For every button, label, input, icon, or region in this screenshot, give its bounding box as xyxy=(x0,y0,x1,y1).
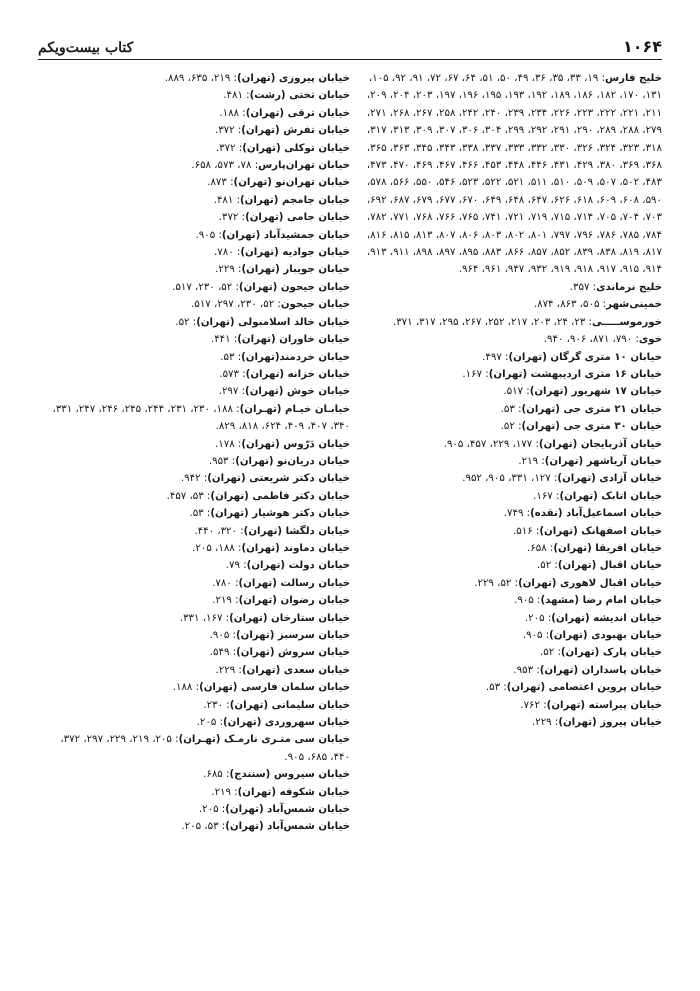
index-page-refs: ۷۸۰. xyxy=(212,577,232,589)
index-entry: خیابان جامی (تهران): ۳۷۲. xyxy=(218,212,350,224)
index-page-refs: ۲۹۷. xyxy=(218,386,239,398)
index-term: خیابان خاوران (تهران) xyxy=(237,334,350,346)
index-page-refs: ۷۸۰. xyxy=(214,247,234,259)
index-page-refs: ۸۷۳. xyxy=(207,177,227,189)
index-entry: خیابان اقبال (تهران): ۵۲. xyxy=(536,560,662,572)
index-term: خیابان امام رضا (مشهد) xyxy=(540,595,662,607)
index-term: خیابان سلمان فارسی (تهران) xyxy=(199,682,350,694)
index-page-refs: ۶۸۵. xyxy=(203,769,223,781)
index-term: خیابان توکلی (تهران) xyxy=(242,142,350,154)
index-page-refs: ۲۱۹. xyxy=(518,455,539,467)
index-page-refs: ۴۴۱. xyxy=(210,334,231,346)
index-term: خیابان رضوان (تهران) xyxy=(238,595,350,607)
index-term: خیابان اندیشه (تهران) xyxy=(551,612,662,624)
index-term: خیابان دولت (تهران) xyxy=(246,560,350,572)
index-entry: خیابان جامجم (تهران): ۴۸۱. xyxy=(213,194,350,206)
index-page-refs: ۱۶۷. xyxy=(462,368,483,380)
index-page-refs: ۲۰۵، ۲۱۹، ۲۲۹، ۲۹۷، ۳۷۲، ۴۴۰، ۶۸۵، ۹۰۵. xyxy=(60,734,350,763)
index-term: خیابان جمشیدآباد (تهران) xyxy=(221,229,350,241)
index-page-refs: ۹۵۳. xyxy=(208,455,229,467)
index-entry: خورموســـــی: ۲۳، ۲۴، ۲۰۳، ۲۱۷، ۲۵۲، ۲۶۷، ۲۹۵، ۳۱۷، ۳۷۱. xyxy=(392,316,662,328)
page-number: ۱۰۶۴ xyxy=(622,37,662,56)
index-term: خیابان سرسبز (تهران) xyxy=(235,630,350,641)
index-term: خیابـان خیـام (تهـران) xyxy=(239,403,350,415)
index-page-refs: ۲۲۹. xyxy=(215,664,236,676)
index-entry: خیابان پاسداران (تهران): ۹۵۳. xyxy=(513,664,662,676)
index-page-refs: ۲۲۹. xyxy=(531,717,552,729)
index-page-refs: ۵۲. xyxy=(500,421,515,433)
index-page-refs: ۱۷۷، ۲۲۹، ۴۵۷، ۹۰۵. xyxy=(443,438,533,450)
index-entry: خیابان تهران‌نو (تهران): ۸۷۳. xyxy=(207,177,350,189)
index-entry: خیابان سروش (تهران): ۵۴۹. xyxy=(209,647,350,659)
index-page-refs: ۳۷۲. xyxy=(218,212,239,224)
index-entry: خیابان آریاشهر (تهران): ۲۱۹. xyxy=(518,455,662,467)
index-term: خیابان رسالت (تهران) xyxy=(238,577,350,589)
index-entry: خیابان ۲۱ متری جی (تهران): ۵۳. xyxy=(500,403,662,415)
index-page-refs: ۲۳۰. xyxy=(203,699,224,711)
index-term: خیابان خوش (تهران) xyxy=(245,386,350,398)
index-page-refs: ۲۱۹، ۶۳۵، ۸۸۹. xyxy=(164,73,231,84)
index-entry: خیابان تختی (رشت): ۴۸۱. xyxy=(223,90,350,102)
index-page-refs: ۹۰۵. xyxy=(514,595,534,607)
index-term: خیابان پروین اعتصامی (تهران) xyxy=(506,682,662,694)
index-entry: خیابان ۱۷ شهریور (تهران): ۵۱۷. xyxy=(503,386,662,398)
index-page-refs: ۱۹، ۳۳، ۳۵، ۳۶، ۴۹، ۵۰، ۵۱، ۶۴، ۶۷، ۷۲، ۹۱، ۹۲، ۱۰۵، ۱۳۱، ۱۷۰، ۱۸۲، ۱۸۶، ۱۸۹، ۱۹۲، ۱۹۳، ۱۹۵، ۱۹۶، ۱۹۷، ۲۰۳، ۲۰۴، ۲۰۹، ۲۱۱، ۲۲۱، ۲۲۲، ۲۲۳، ۲۲۶، ۲۳۴، ۲۳۹، ۲۴۰، ۲۴۲، ۲۵۸، ۲۶۷، ۲۶۸، ۲۷۱، ۲۷۹، ۲۸۸، ۲۸۹، ۲۹۰، ۲۹۱، ۲۹۲، ۲۹۹، ۳۰۴، ۳۰۶، ۳۰۷، ۳۰۹، ۳۱۳، ۳۱۷، ۳۱۸، ۳۲۳، ۳۲۴، ۳۲۶، ۳۳۰، ۳۳۲، ۳۳۳، ۳۳۷، ۳۳۸، ۳۴۳، ۳۴۵، ۳۶۳، ۳۶۵، ۳۶۸، ۳۶۹، ۳۸۰، ۴۲۹، ۴۳۱، ۴۴۶، ۴۴۸، ۴۵۳، ۴۶۶، ۴۶۷، ۴۶۹، ۴۷۰، ۴۷۳، ۴۸۳، ۵۰۲، ۵۰۷، ۵۰۹، ۵۱۰، ۵۱۱، ۵۲۱، ۵۲۲، ۵۲۳، ۵۴۶، ۵۵۰، ۵۶۶، ۵۷۸، ۵۹۰، ۶۰۸، ۶۰۹، ۶۱۸، ۶۲۶، ۶۴۷، ۶۴۸، ۶۴۹، ۶۷۰، ۶۷۷، ۶۷۹، ۶۸۷، ۶۹۲، ۷۰۳، ۷۰۴، ۷۰۵، ۷۱۴، ۷۱۵، ۷۱۹، ۷۲۱، ۷۴۱، ۷۶۵، ۷۶۶، ۷۶۸، ۷۷۱، ۷۸۲، ۷۸۴، ۷۸۵، ۷۸۶، ۷۹۶، ۷۹۷، ۸۰۱، ۸۰۲، ۸۰۳، ۸۰۶، ۸۰۷، ۸۱۳، ۸۱۵، ۸۱۶، ۸۱۷، ۸۱۹، ۸۳۸، ۸۳۹، ۸۵۲، ۸۵۷، ۸۶۶، ۸۸۳، ۸۹۵، ۸۹۷، ۸۹۸، ۹۱۱، ۹۱۳، ۹۱۴، ۹۱۵، ۹۱۷، ۹۱۸، ۹۱۹، ۹۳۲، ۹۴۷، ۹۶۱، ۹۶۴. xyxy=(366,73,662,276)
index-entry: خیابان پروین اعتصامی (تهران): ۵۳. xyxy=(485,682,662,694)
index-term: خیابان آزادی (تهران) xyxy=(557,473,662,485)
index-term: خیابان پیروز (تهران) xyxy=(558,717,662,729)
index-page-refs: ۵۴۹. xyxy=(209,647,230,659)
index-entry: خیابان خزانه (تهران): ۵۷۳. xyxy=(219,368,350,380)
index-entry: خیابان دَرّوس (تهران): ۱۷۸. xyxy=(215,438,350,450)
index-entry: خیابان امام رضا (مشهد): ۹۰۵. xyxy=(514,595,662,607)
index-page-refs: ۵۲. xyxy=(540,647,555,659)
index-term: خیابان اقبال (تهران) xyxy=(557,560,662,572)
index-term: خیابان پیراسته (تهران) xyxy=(546,699,662,711)
index-page-refs: ۵۲. xyxy=(175,316,190,328)
index-entry: خیابان دریان‌نو (تهران): ۹۵۳. xyxy=(208,455,350,467)
index-page-refs: ۳۵۷. xyxy=(569,281,590,293)
index-term: خمینی‌شهر xyxy=(606,299,662,311)
index-page-refs: ۱۸۸، ۲۰۵. xyxy=(192,542,235,554)
index-term: خیابان جامی (تهران) xyxy=(245,212,350,224)
index-entry: خیابان دولت (تهران): ۷۹. xyxy=(225,560,350,572)
index-term: خیابان خردمند(تهران) xyxy=(241,351,350,363)
index-entry: خیابان شکوفه (تهران): ۲۱۹. xyxy=(211,786,350,798)
index-entry: خیابان سعدی (تهران): ۲۲۹. xyxy=(215,664,350,676)
index-page-refs: ۲۱۹. xyxy=(212,595,232,607)
index-entry: خیابان دکتر فاطمی (تهران): ۵۳، ۴۵۷. xyxy=(166,490,350,502)
index-term: خیابان دکتر شریعتی (تهران) xyxy=(207,473,350,485)
index-page-refs: ۵۳. xyxy=(500,403,515,415)
index-page-refs: ۵۷۳. xyxy=(219,368,239,380)
index-entry: خیابان جیحون (تهران): ۵۲، ۲۳۰، ۵۱۷. xyxy=(172,281,350,293)
index-term: خیابان ۲۱ متری جی (تهران) xyxy=(521,403,662,415)
index-entry: خیابان دماوند (تهران): ۱۸۸، ۲۰۵. xyxy=(192,542,350,554)
index-term: خیابان ۱۰ متری گرگان (تهران) xyxy=(508,351,662,363)
index-page-refs: ۵۳، ۲۰۵. xyxy=(181,821,219,833)
index-term: خیابان خالد اسلامبولی (تهران) xyxy=(196,316,350,328)
index-entry: خیابان ستارخان (تهران): ۱۶۷، ۳۳۱. xyxy=(179,612,350,624)
index-entry: خیابان رسالت (تهران): ۷۸۰. xyxy=(212,577,350,589)
index-entry: خیابان اصفهانک (تهران): ۵۱۶. xyxy=(513,525,662,537)
index-term: خیابان دکتر هوشیار (تهران) xyxy=(210,508,350,520)
index-page-refs: ۳۲۰، ۴۴۰. xyxy=(194,525,237,537)
index-term: خیابان شمس‌آباد (تهران) xyxy=(225,804,350,816)
index-page-refs: ۹۴۲. xyxy=(180,473,201,485)
index-page-refs: ۶۵۸. xyxy=(527,542,547,554)
index-page-refs: ۳۷۲. xyxy=(214,125,235,137)
index-entry: خیابان ۱۰ متری گرگان (تهران): ۴۹۷. xyxy=(482,351,662,363)
index-term: خیابان شکوفه (تهران) xyxy=(237,786,350,798)
index-entry: خیابان بهبودی (تهران): ۹۰۵. xyxy=(522,630,662,641)
index-entry: خیابان جوادیه (تهران): ۷۸۰. xyxy=(214,247,350,259)
index-term: خیابان دَرّوس (تهران) xyxy=(241,438,350,450)
index-page-refs: ۱۸۸. xyxy=(172,682,193,694)
index-term: خلیج فارس xyxy=(605,73,662,84)
index-page-refs: ۵۰۵، ۸۶۳، ۸۷۴. xyxy=(533,299,600,311)
index-page-refs: ۲۲۹. xyxy=(215,264,235,276)
index-term: خیابان جوادیه (تهران) xyxy=(240,247,350,259)
index-entry: خیابان پیروز (تهران): ۲۲۹. xyxy=(531,717,662,729)
index-entry: خیابان خاوران (تهران): ۴۴۱. xyxy=(210,334,350,346)
index-term: خیابان افریقا (تهران) xyxy=(553,542,662,554)
index-term: خیابان جیحون xyxy=(280,299,350,311)
index-page-refs: ۲۳، ۲۴، ۲۰۳، ۲۱۷، ۲۵۲، ۲۶۷، ۲۹۵، ۳۱۷، ۳۷۱. xyxy=(392,316,586,328)
index-entry: خیابان تهران‌پارس: ۷۸، ۵۷۳، ۶۵۸. xyxy=(191,160,350,172)
index-term: خیابان تختی (رشت) xyxy=(249,90,350,102)
index-term: خیابان دریان‌نو (تهران) xyxy=(235,455,350,467)
index-column-left xyxy=(52,70,350,836)
running-header xyxy=(38,30,662,60)
index-page-refs: ۹۰۵. xyxy=(522,630,543,641)
index-entry: خیابـان خیـام (تهـران): ۱۸۸، ۲۳۰، ۲۳۱، ۲۴۴، ۲۴۵، ۲۴۶، ۲۴۷، ۳۳۱، ۳۴۰، ۴۰۷، ۴۰۹، ۶۲۴، ۸۱۸، ۸۲۹. xyxy=(52,403,350,433)
index-entry: خیابان دکتر شریعتی (تهران): ۹۴۲. xyxy=(180,473,350,485)
index-page-refs: ۵۲، ۲۳۰، ۲۹۷، ۵۱۷. xyxy=(191,299,275,311)
index-page-refs: ۹۰۵. xyxy=(209,630,230,641)
index-entry: خیابان افریقا (تهران): ۶۵۸. xyxy=(527,542,662,554)
index-page-refs: ۵۳. xyxy=(189,508,204,520)
index-entry: خیابان خردمند(تهران): ۵۳. xyxy=(220,351,350,363)
index-page-refs: ۲۰۵. xyxy=(196,717,217,729)
index-page-refs: ۵۳، ۴۵۷. xyxy=(166,490,204,502)
index-page-refs: ۵۲، ۲۲۹. xyxy=(474,577,512,589)
index-column-right xyxy=(350,70,662,731)
index-term: خیابان اسماعیل‌آباد (نقده) xyxy=(530,508,662,520)
index-entry: خیابان ۳۰ متری جی (تهران): ۵۲. xyxy=(500,421,662,433)
index-entry: خیابان دکتر هوشیار (تهران): ۵۳. xyxy=(189,508,350,520)
index-term: خیابان جامجم (تهران) xyxy=(240,194,350,206)
index-entry: خیابان اتابک (تهران): ۱۶۷. xyxy=(533,490,662,502)
index-entry: خیابان خوش (تهران): ۲۹۷. xyxy=(218,386,350,398)
index-term: خیابان خزانه (تهران) xyxy=(245,368,350,380)
index-page-refs: ۹۵۳. xyxy=(513,664,534,676)
index-term: خیابان تفرش (تهران) xyxy=(241,125,350,137)
index-entry: خیابان جویبار (تهران): ۲۲۹. xyxy=(215,264,350,276)
index-entry: خلیج فارس: ۱۹، ۳۳، ۳۵، ۳۶، ۴۹، ۵۰، ۵۱، ۶۴، ۶۷، ۷۲، ۹۱، ۹۲، ۱۰۵، ۱۳۱، ۱۷۰، ۱۸۲، ۱۸۶، ۱۸۹، ۱۹۲، ۱۹۳، ۱۹۵، ۱۹۶، ۱۹۷، ۲۰۳، ۲۰۴، ۲۰۹، ۲۱۱، ۲۲۱، ۲۲۲، ۲۲۳، ۲۲۶، ۲۳۴، ۲۳۹، ۲۴۰، ۲۴۲، ۲۵۸، ۲۶۷، ۲۶۸، ۲۷۱، ۲۷۹، ۲۸۸، ۲۸۹، ۲۹۰، ۲۹۱، ۲۹۲، ۲۹۹، ۳۰۴، ۳۰۶، ۳۰۷، ۳۰۹، ۳۱۳، ۳۱۷، ۳۱۸، ۳۲۳، ۳۲۴، ۳۲۶، ۳۳۰، ۳۳۲، ۳۳۳، ۳۳۷، ۳۳۸، ۳۴۳، ۳۴۵، ۳۶۳، ۳۶۵، ۳۶۸، ۳۶۹، ۳۸۰، ۴۲۹، ۴۳۱، ۴۴۶، ۴۴۸، ۴۵۳، ۴۶۶، ۴۶۷، ۴۶۹، ۴۷۰، ۴۷۳، ۴۸۳، ۵۰۲، ۵۰۷، ۵۰۹، ۵۱۰، ۵۱۱، ۵۲۱، ۵۲۲، ۵۲۳، ۵۴۶، ۵۵۰، ۵۶۶، ۵۷۸، ۵۹۰، ۶۰۸، ۶۰۹، ۶۱۸، ۶۲۶، ۶۴۷، ۶۴۸، ۶۴۹، ۶۷۰، ۶۷۷، ۶۷۹، ۶۸۷، ۶۹۲، ۷۰۳، ۷۰۴، ۷۰۵، ۷۱۴، ۷۱۵، ۷۱۹، ۷۲۱، ۷۴۱، ۷۶۵، ۷۶۶، ۷۶۸، ۷۷۱، ۷۸۲، ۷۸۴، ۷۸۵، ۷۸۶، ۷۹۶، ۷۹۷، ۸۰۱، ۸۰۲، ۸۰۳، ۸۰۶، ۸۰۷، ۸۱۳، ۸۱۵، ۸۱۶، ۸۱۷، ۸۱۹، ۸۳۸، ۸۳۹، ۸۵۲، ۸۵۷، ۸۶۶، ۸۸۳، ۸۹۵، ۸۹۷، ۸۹۸، ۹۱۱، ۹۱۳، ۹۱۴، ۹۱۵، ۹۱۷، ۹۱۸، ۹۱۹، ۹۳۲، ۹۴۷، ۹۶۱، ۹۶۴. xyxy=(366,73,662,276)
index-term: خیابان پاسداران (تهران) xyxy=(539,664,662,676)
index-term: خیابان سعدی (تهران) xyxy=(241,664,350,676)
index-term: خیابان ۱۷ شهریور (تهران) xyxy=(529,386,662,398)
index-term: خیابان دلگشا (تهران) xyxy=(243,525,350,537)
index-term: خیابان دکتر فاطمی (تهران) xyxy=(210,490,350,502)
index-entry: خیابان آذربایجان (تهران): ۱۷۷، ۲۲۹، ۴۵۷، ۹۰۵. xyxy=(443,438,662,450)
index-term: خیابان سروش (تهران) xyxy=(236,647,350,659)
index-entry: خیابان سیروس (سنندج): ۶۸۵. xyxy=(203,769,350,781)
index-page-refs: ۴۸۱. xyxy=(213,194,234,206)
index-entry: خیابان تفرش (تهران): ۳۷۲. xyxy=(214,125,350,137)
index-entry: خلیج نرماندی: ۳۵۷. xyxy=(569,281,662,293)
index-entry: خیابان سرسبز (تهران): ۹۰۵. xyxy=(209,630,350,641)
index-entry: خیابان پیروزی (تهران): ۲۱۹، ۶۳۵، ۸۸۹. xyxy=(164,73,350,84)
index-entry: خوی: ۷۹۰، ۸۷۱، ۹۰۶، ۹۴۰. xyxy=(543,334,662,346)
index-entry: خیابان ۱۶ متری اردیبهشت (تهران): ۱۶۷. xyxy=(462,368,662,380)
index-entry: خمینی‌شهر: ۵۰۵، ۸۶۳، ۸۷۴. xyxy=(533,299,662,311)
index-page-refs: ۵۲، ۲۳۰، ۵۱۷. xyxy=(172,281,233,293)
index-page-refs: ۵۳. xyxy=(485,682,501,694)
book-title: کتاب بیست‌ویکم xyxy=(38,40,134,56)
index-entry: خیابان سهروردی (تهران): ۲۰۵. xyxy=(196,717,350,729)
index-entry: خیابان شمس‌آباد (تهران): ۵۳، ۲۰۵. xyxy=(181,821,350,833)
index-entry: خیابان جیحون: ۵۲، ۲۳۰، ۲۹۷، ۵۱۷. xyxy=(191,299,350,311)
index-term: خیابان سی متـری نارمـک (تهـران) xyxy=(178,734,350,746)
index-term: خورموســـــی xyxy=(591,316,662,328)
index-entry: خیابان دلگشا (تهران): ۳۲۰، ۴۴۰. xyxy=(194,525,350,537)
index-entry: خیابان جمشیدآباد (تهران): ۹۰۵. xyxy=(195,229,350,241)
index-page-refs: ۷۶۲. xyxy=(520,699,540,711)
index-term: خیابان دماوند (تهران) xyxy=(241,542,350,554)
index-page-refs: ۷۹۰، ۸۷۱، ۹۰۶، ۹۴۰. xyxy=(543,334,633,346)
index-term: خوی xyxy=(638,334,662,346)
index-entry: خیابان پیراسته (تهران): ۷۶۲. xyxy=(520,699,662,711)
index-term: خیابان آریاشهر (تهران) xyxy=(544,455,662,467)
index-term: خلیج نرماندی xyxy=(596,281,662,293)
index-term: خیابان تهران‌پارس xyxy=(258,160,350,172)
index-page-refs: ۱۲۷، ۳۳۱، ۹۰۵، ۹۵۲. xyxy=(462,473,551,485)
index-page-refs: ۱۸۸، ۲۳۰، ۲۳۱، ۲۴۴، ۲۴۵، ۲۴۶، ۲۴۷، ۳۳۱، ۳۴۰، ۴۰۷، ۴۰۹، ۶۲۴، ۸۱۸، ۸۲۹. xyxy=(52,403,350,433)
index-entry: خیابان اقبال لاهوری (تهران): ۵۲، ۲۲۹. xyxy=(474,577,662,589)
index-term: خیابان ۱۶ متری اردیبهشت (تهران) xyxy=(488,368,662,380)
index-page-refs: ۴۸۱. xyxy=(223,90,243,102)
index-entry: خیابان رضوان (تهران): ۲۱۹. xyxy=(212,595,350,607)
index-term: خیابان سیروس (سنندج) xyxy=(229,769,350,781)
index-entry: خیابان سلیمانی (تهران): ۲۳۰. xyxy=(203,699,350,711)
index-page-refs: ۷۸، ۵۷۳، ۶۵۸. xyxy=(191,160,252,172)
index-entry: خیابان توکلی (تهران): ۳۷۲. xyxy=(215,142,350,154)
index-term: خیابان سلیمانی (تهران) xyxy=(229,699,350,711)
index-entry: خیابان سی متـری نارمـک (تهـران): ۲۰۵، ۲۱۹، ۲۲۹، ۲۹۷، ۳۷۲، ۴۴۰، ۶۸۵، ۹۰۵. xyxy=(60,734,350,763)
index-page-refs: ۵۱۷. xyxy=(503,386,524,398)
index-page-refs: ۲۰۵. xyxy=(198,804,219,816)
index-page-refs: ۷۹. xyxy=(225,560,240,572)
index-term: خیابان ۳۰ متری جی (تهران) xyxy=(521,421,662,433)
index-page-refs: ۴۹۷. xyxy=(482,351,502,363)
index-entry: خیابان اندیشه (تهران): ۲۰۵. xyxy=(524,612,662,624)
index-term: خیابان جویبار (تهران) xyxy=(241,264,350,276)
index-page-refs: ۳۷۲. xyxy=(215,142,236,154)
index-term: خیابان اصفهانک (تهران) xyxy=(539,525,662,537)
index-page-refs: ۷۴۹. xyxy=(503,508,524,520)
index-page-refs: ۱۷۸. xyxy=(215,438,235,450)
index-page-refs: ۱۶۷، ۳۳۱. xyxy=(179,612,223,624)
index-page-refs: ۵۲. xyxy=(536,560,552,572)
index-entry: خیابان خالد اسلامبولی (تهران): ۵۲. xyxy=(175,316,350,328)
index-term: خیابان ترقی (تهران) xyxy=(245,107,350,119)
index-page-refs: ۵۳. xyxy=(220,351,235,363)
index-term: خیابان اقبال لاهوری (تهران) xyxy=(518,577,662,589)
index-term: خیابان بهبودی (تهران) xyxy=(549,630,662,641)
index-page-refs: ۲۰۵. xyxy=(524,612,545,624)
index-term: خیابان ستارخان (تهران) xyxy=(229,612,350,624)
index-entry: خیابان اسماعیل‌آباد (نقده): ۷۴۹. xyxy=(503,508,662,520)
index-page-refs: ۲۱۹. xyxy=(211,786,231,798)
index-entry: خیابان شمس‌آباد (تهران): ۲۰۵. xyxy=(198,804,350,816)
index-term: خیابان آذربایجان (تهران) xyxy=(538,438,662,450)
index-term: خیابان شمس‌آباد (تهران) xyxy=(225,821,350,833)
index-page-refs: ۱۶۷. xyxy=(533,490,553,502)
index-term: خیابان پارک (تهران) xyxy=(560,647,662,659)
index-entry: خیابان ترقی (تهران): ۱۸۸. xyxy=(219,107,350,119)
index-term: خیابان تهران‌نو (تهران) xyxy=(233,177,350,189)
index-term: خیابان پیروزی (تهران) xyxy=(236,73,350,84)
index-entry: خیابان سلمان فارسی (تهران): ۱۸۸. xyxy=(172,682,350,694)
index-page-refs: ۵۱۶. xyxy=(513,525,533,537)
index-term: خیابان سهروردی (تهران) xyxy=(223,717,350,729)
index-page-refs: ۹۰۵. xyxy=(195,229,216,241)
index-page-refs: ۱۸۸. xyxy=(219,107,240,119)
index-term: خیابان جیحون (تهران) xyxy=(238,281,350,293)
index-term: خیابان اتابک (تهران) xyxy=(559,490,662,502)
index-entry: خیابان آزادی (تهران): ۱۲۷، ۳۳۱، ۹۰۵، ۹۵۲. xyxy=(462,473,662,485)
index-entry: خیابان پارک (تهران): ۵۲. xyxy=(540,647,662,659)
